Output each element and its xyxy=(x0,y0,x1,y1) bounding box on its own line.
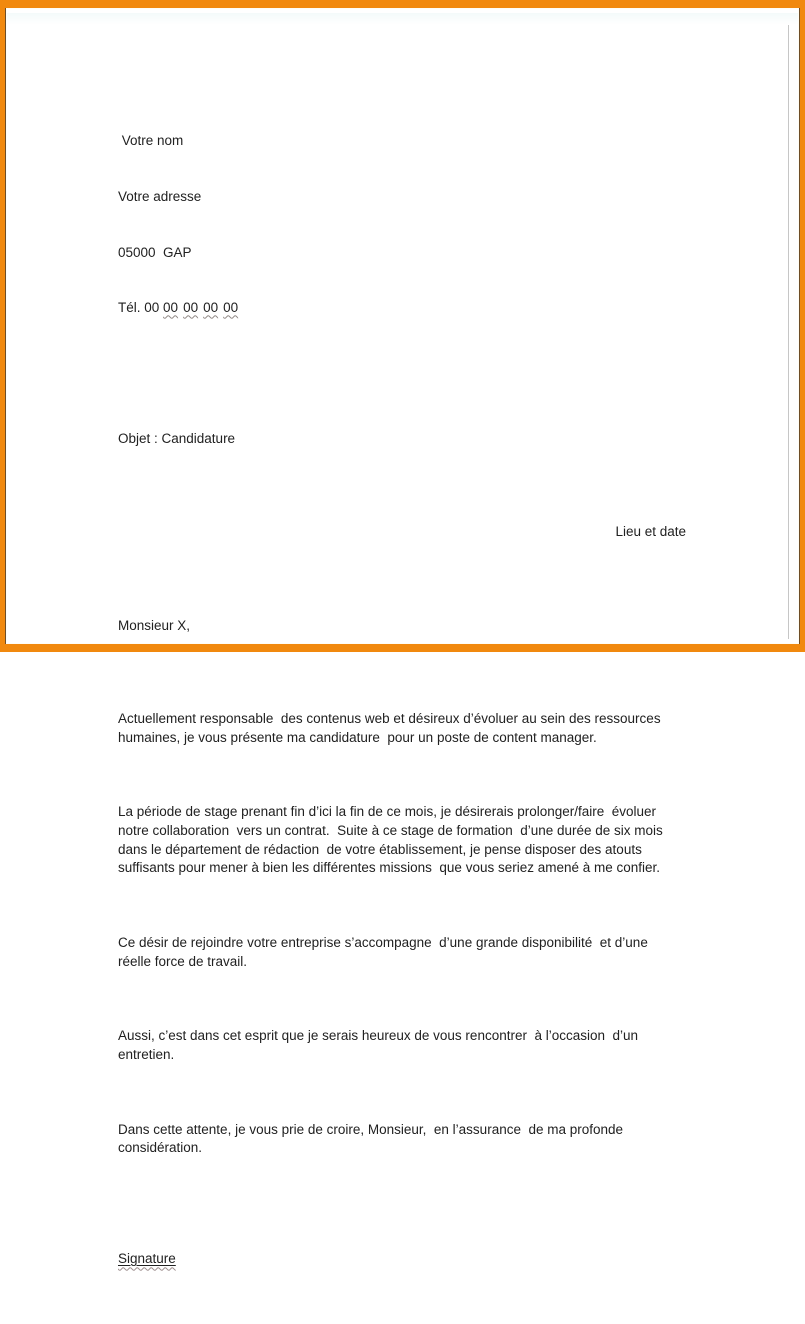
phone-group-squiggle: 00 xyxy=(183,300,199,316)
signature-line xyxy=(118,1250,738,1269)
signature-text: Signature xyxy=(118,1250,176,1266)
subject-line: Objet : Candidature xyxy=(118,430,236,446)
salutation-line: Monsieur X, xyxy=(118,617,191,633)
sender-block xyxy=(118,95,738,355)
signature-squiggle xyxy=(118,1251,176,1266)
phone-group-squiggle: 00 xyxy=(203,300,219,316)
sender-name: Votre nom xyxy=(118,132,184,148)
sender-phone xyxy=(118,299,738,318)
letter-body xyxy=(7,9,798,1324)
phone-prefix: Tél. 00 xyxy=(118,300,164,316)
paragraph: Ce désir de rejoindre votre entreprise s’accompagne d’une grande disponibilité et d’une réelle force de travail. xyxy=(118,934,648,969)
sender-city: 05000 GAP xyxy=(118,244,192,260)
paragraph: Aussi, c’est dans cet esprit que je serais heureux de vous rencontrer à l’occasion d’un entretien. xyxy=(118,1028,639,1062)
paragraph: Actuellement responsable des contenus web et désireux d’évoluer au sein des ressources humaines, je vous présente ma candidature pour un poste de content manager. xyxy=(118,711,661,745)
sender-address: Votre adresse xyxy=(118,188,202,204)
paragraph: Dans cette attente, je vous prie de croire, Monsieur, en l’assurance de ma profonde considération. xyxy=(118,1121,624,1156)
paragraph: La période de stage prenant fin d’ici la fin de ce mois, je désirerais prolonger/faire évoluer notre collaboration vers un contrat. Suite à ce stage de formation d’une durée de six mois dans le département de rédaction de votre établissement, je pense disposer des atouts suffisants pour mener à bien les différentes missions que vous seriez amené à me confier. xyxy=(118,804,663,876)
phone-group-squiggle: 00 xyxy=(223,300,239,316)
letter-page xyxy=(7,9,798,1266)
phone-group-squiggle: 00 xyxy=(163,300,179,316)
place-date-line: Lieu et date xyxy=(615,524,686,540)
